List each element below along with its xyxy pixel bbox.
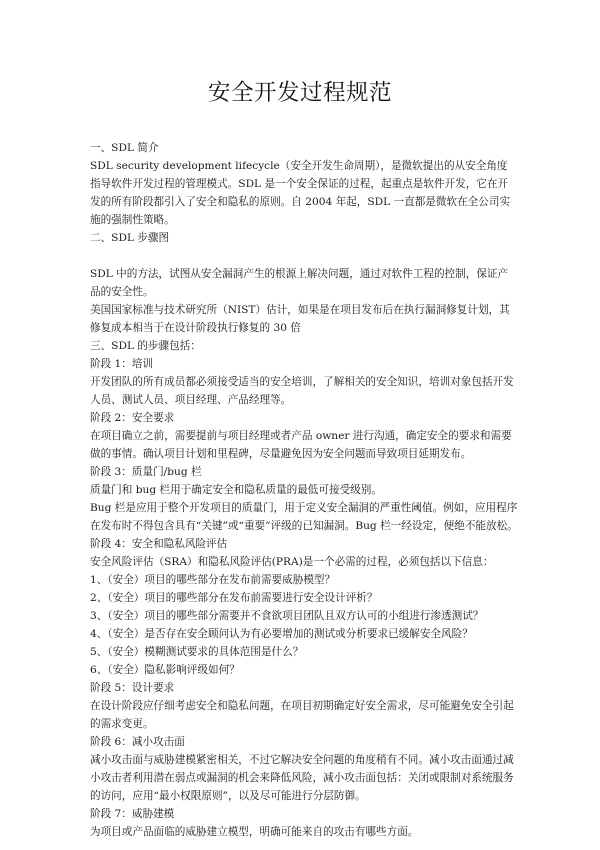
document-title: 安全开发过程规范 [207, 80, 392, 106]
stage-5-text: 在设计阶段应仔细考虑安全和隐私问题，在项目初期确定好安全需求，尽可能避免安全引起的需求变更。 [90, 700, 514, 730]
stage-4-item-2: 2、（安全）项目的哪些部分在发布前需要进行安全设计评析？ [90, 592, 378, 604]
stage-4-heading: 阶段 4：安全和隐私风险评估 [90, 538, 228, 550]
stage-7-heading: 阶段 7：威胁建模 [90, 808, 175, 820]
stage-4-item-3: 3、（安全）项目的哪些部分需要并不食欲项目团队且双方认可的小组进行渗透测试？ [90, 610, 484, 622]
stage-1-heading: 阶段 1：培训 [90, 358, 154, 370]
stage-2-text: 在项目确立之前，需要提前与项目经理或者产品 owner 进行沟通，确定安全的要求和需要做的事情。确认项目计划和里程碑，尽量避免因为安全问题而导致项目延期发布。 [90, 430, 512, 460]
paragraph-sdl-method: SDL 中的方法，试图从安全漏洞产生的根源上解决问题，通过对软件工程的控制，保证产品的安全性。 [90, 268, 509, 298]
stage-4-item-4: 4、（安全）是否存在安全顾问认为有必要增加的测试或分析要求已缓解安全风险？ [90, 628, 473, 640]
stage-7-text: 为项目或产品面临的威胁建立模型，明确可能来自的攻击有哪些方面。 [90, 826, 419, 838]
stage-2-heading: 阶段 2：安全要求 [90, 412, 175, 424]
stage-4-item-6: 6、（安全）隐私影响评级如何？ [90, 664, 240, 676]
stage-6-heading: 阶段 6：减小攻击面 [90, 736, 185, 748]
section-heading-sdl-steps-diagram: 二、SDL 步骤图 [90, 232, 170, 244]
document-body [90, 139, 518, 841]
blank-line [90, 247, 518, 265]
stage-3-text-1: 质量门和 bug 栏用于确定安全和隐私质量的最低可接受级别。 [90, 484, 382, 496]
stage-4-item-5: 5、（安全）模糊测试要求的具体范围是什么？ [90, 646, 304, 658]
stage-4-text: 安全风险评估（SRA）和隐私风险评估(PRA)是一个必需的过程，必须包括以下信息： [90, 556, 494, 568]
stage-3-text-2: Bug 栏是应用于整个开发项目的质量门，用于定义安全漏洞的严重性阈值。例如，应用程序在发布时不得包含具有“关键”或“重要”评级的已知漏洞。Bug 栏一经设定，便绝不能放松。 [90, 502, 518, 532]
stage-3-heading: 阶段 3：质量门/bug 栏 [90, 466, 202, 478]
paragraph-sdl-definition: SDL security development lifecycle（安全开发生命周期），是微软提出的从安全角度指导软件开发过程的管理模式。SDL 是一个安全保证的过程，起重点是软件开发，它在开发的所有阶段都引入了安全和隐私的原则。自 2004 年起，SDL 一直都是微软在全公司实施的强制性策略。 [90, 160, 511, 226]
section-heading-sdl-intro: 一、SDL 简介 [90, 142, 159, 154]
section-heading-sdl-steps: 三、SDL 的步骤包括： [90, 340, 201, 352]
stage-6-text: 减小攻击面与威胁建模紧密相关，不过它解决安全问题的角度稍有不同。减小攻击面通过减小攻击者利用潜在弱点或漏洞的机会来降低风险，减小攻击面包括：关闭或限制对系统服务的访问，应用“最小权限原则”，以及尽可能进行分层防御。 [90, 754, 514, 802]
stage-1-text: 开发团队的所有成员都必须接受适当的安全培训，了解相关的安全知识，培训对象包括开发人员、测试人员、项目经理、产品经理等。 [90, 376, 514, 406]
stage-4-item-1: 1、（安全）项目的哪些部分在发布前需要威胁模型？ [90, 574, 336, 586]
stage-5-heading: 阶段 5：设计要求 [90, 682, 175, 694]
paragraph-nist-estimate: 美国国家标准与技术研究所（NIST）估计，如果是在项目发布后在执行漏洞修复计划，其修复成本相当于在设计阶段执行修复的 30 倍 [90, 304, 510, 334]
